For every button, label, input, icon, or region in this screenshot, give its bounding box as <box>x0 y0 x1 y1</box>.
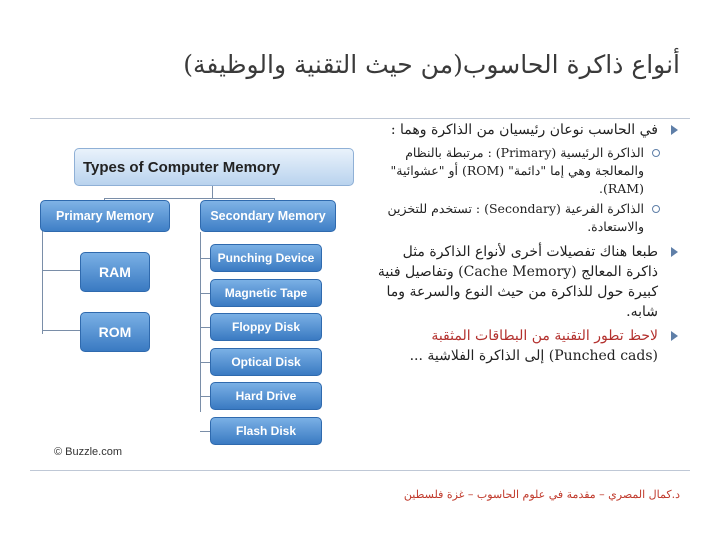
ram-box: RAM <box>80 252 150 292</box>
slide-title: أنواع ذاكرة الحاسوب(من حيث التقنية والوظيفة) <box>183 50 680 79</box>
bullet-item: في الحاسب نوعان رئيسيان من الذاكرة وهما : <box>350 120 680 140</box>
connector <box>200 431 210 432</box>
triangle-bullet-icon <box>671 125 678 135</box>
bullet-item: لاحظ تطور التقنية من البطاقات المثقبة (Punched cads) إلى الذاكرة الفلاشية ... <box>350 326 680 366</box>
floppy-disk-box: Floppy Disk <box>210 313 322 341</box>
flash-disk-box: Flash Disk <box>210 417 322 445</box>
circle-bullet-icon <box>652 149 660 157</box>
hard-drive-box: Hard Drive <box>210 382 322 410</box>
connector <box>200 293 210 294</box>
secondary-memory-box: Secondary Memory <box>200 200 336 232</box>
magnetic-tape-box: Magnetic Tape <box>210 279 322 307</box>
slide-footer: د.كمال المصري – مقدمة في علوم الحاسوب – غزة فلسطين <box>403 488 680 501</box>
punching-device-box: Punching Device <box>210 244 322 272</box>
connector <box>200 327 210 328</box>
triangle-bullet-icon <box>671 331 678 341</box>
top-divider <box>30 118 690 119</box>
bullet-list <box>350 120 680 366</box>
rom-box: ROM <box>80 312 150 352</box>
circle-bullet-icon <box>652 205 660 213</box>
connector <box>42 270 80 271</box>
connector <box>200 396 210 397</box>
bottom-divider <box>30 470 690 471</box>
sub-bullet-item: الذاكرة الرئيسية (Primary) : مرتبطة بالنظام والمعالجة وهي إما "دائمة" (ROM) أو "عشوائية" (RAM). <box>350 144 680 198</box>
bullet-item: طبعا هناك تفصيلات أخرى لأنواع الذاكرة مثل ذاكرة المعالج (Cache Memory) وتفاصيل فنية كبيرة حول للذاكرة من حيث النوع والسرعة وما شابه. <box>350 242 680 322</box>
diagram-header: Types of Computer Memory <box>74 148 354 186</box>
connector <box>200 362 210 363</box>
connector <box>200 232 201 412</box>
sub-bullet-item: الذاكرة الفرعية (Secondary) : تستخدم للتخزين والاستعادة. <box>350 200 680 236</box>
connector <box>212 186 213 198</box>
primary-memory-box: Primary Memory <box>40 200 170 232</box>
connector <box>42 224 43 334</box>
connector <box>104 198 274 199</box>
connector <box>200 258 210 259</box>
triangle-bullet-icon <box>671 247 678 257</box>
image-credit: © Buzzle.com <box>54 446 123 458</box>
connector <box>42 330 80 331</box>
optical-disk-box: Optical Disk <box>210 348 322 376</box>
memory-diagram <box>34 148 334 463</box>
